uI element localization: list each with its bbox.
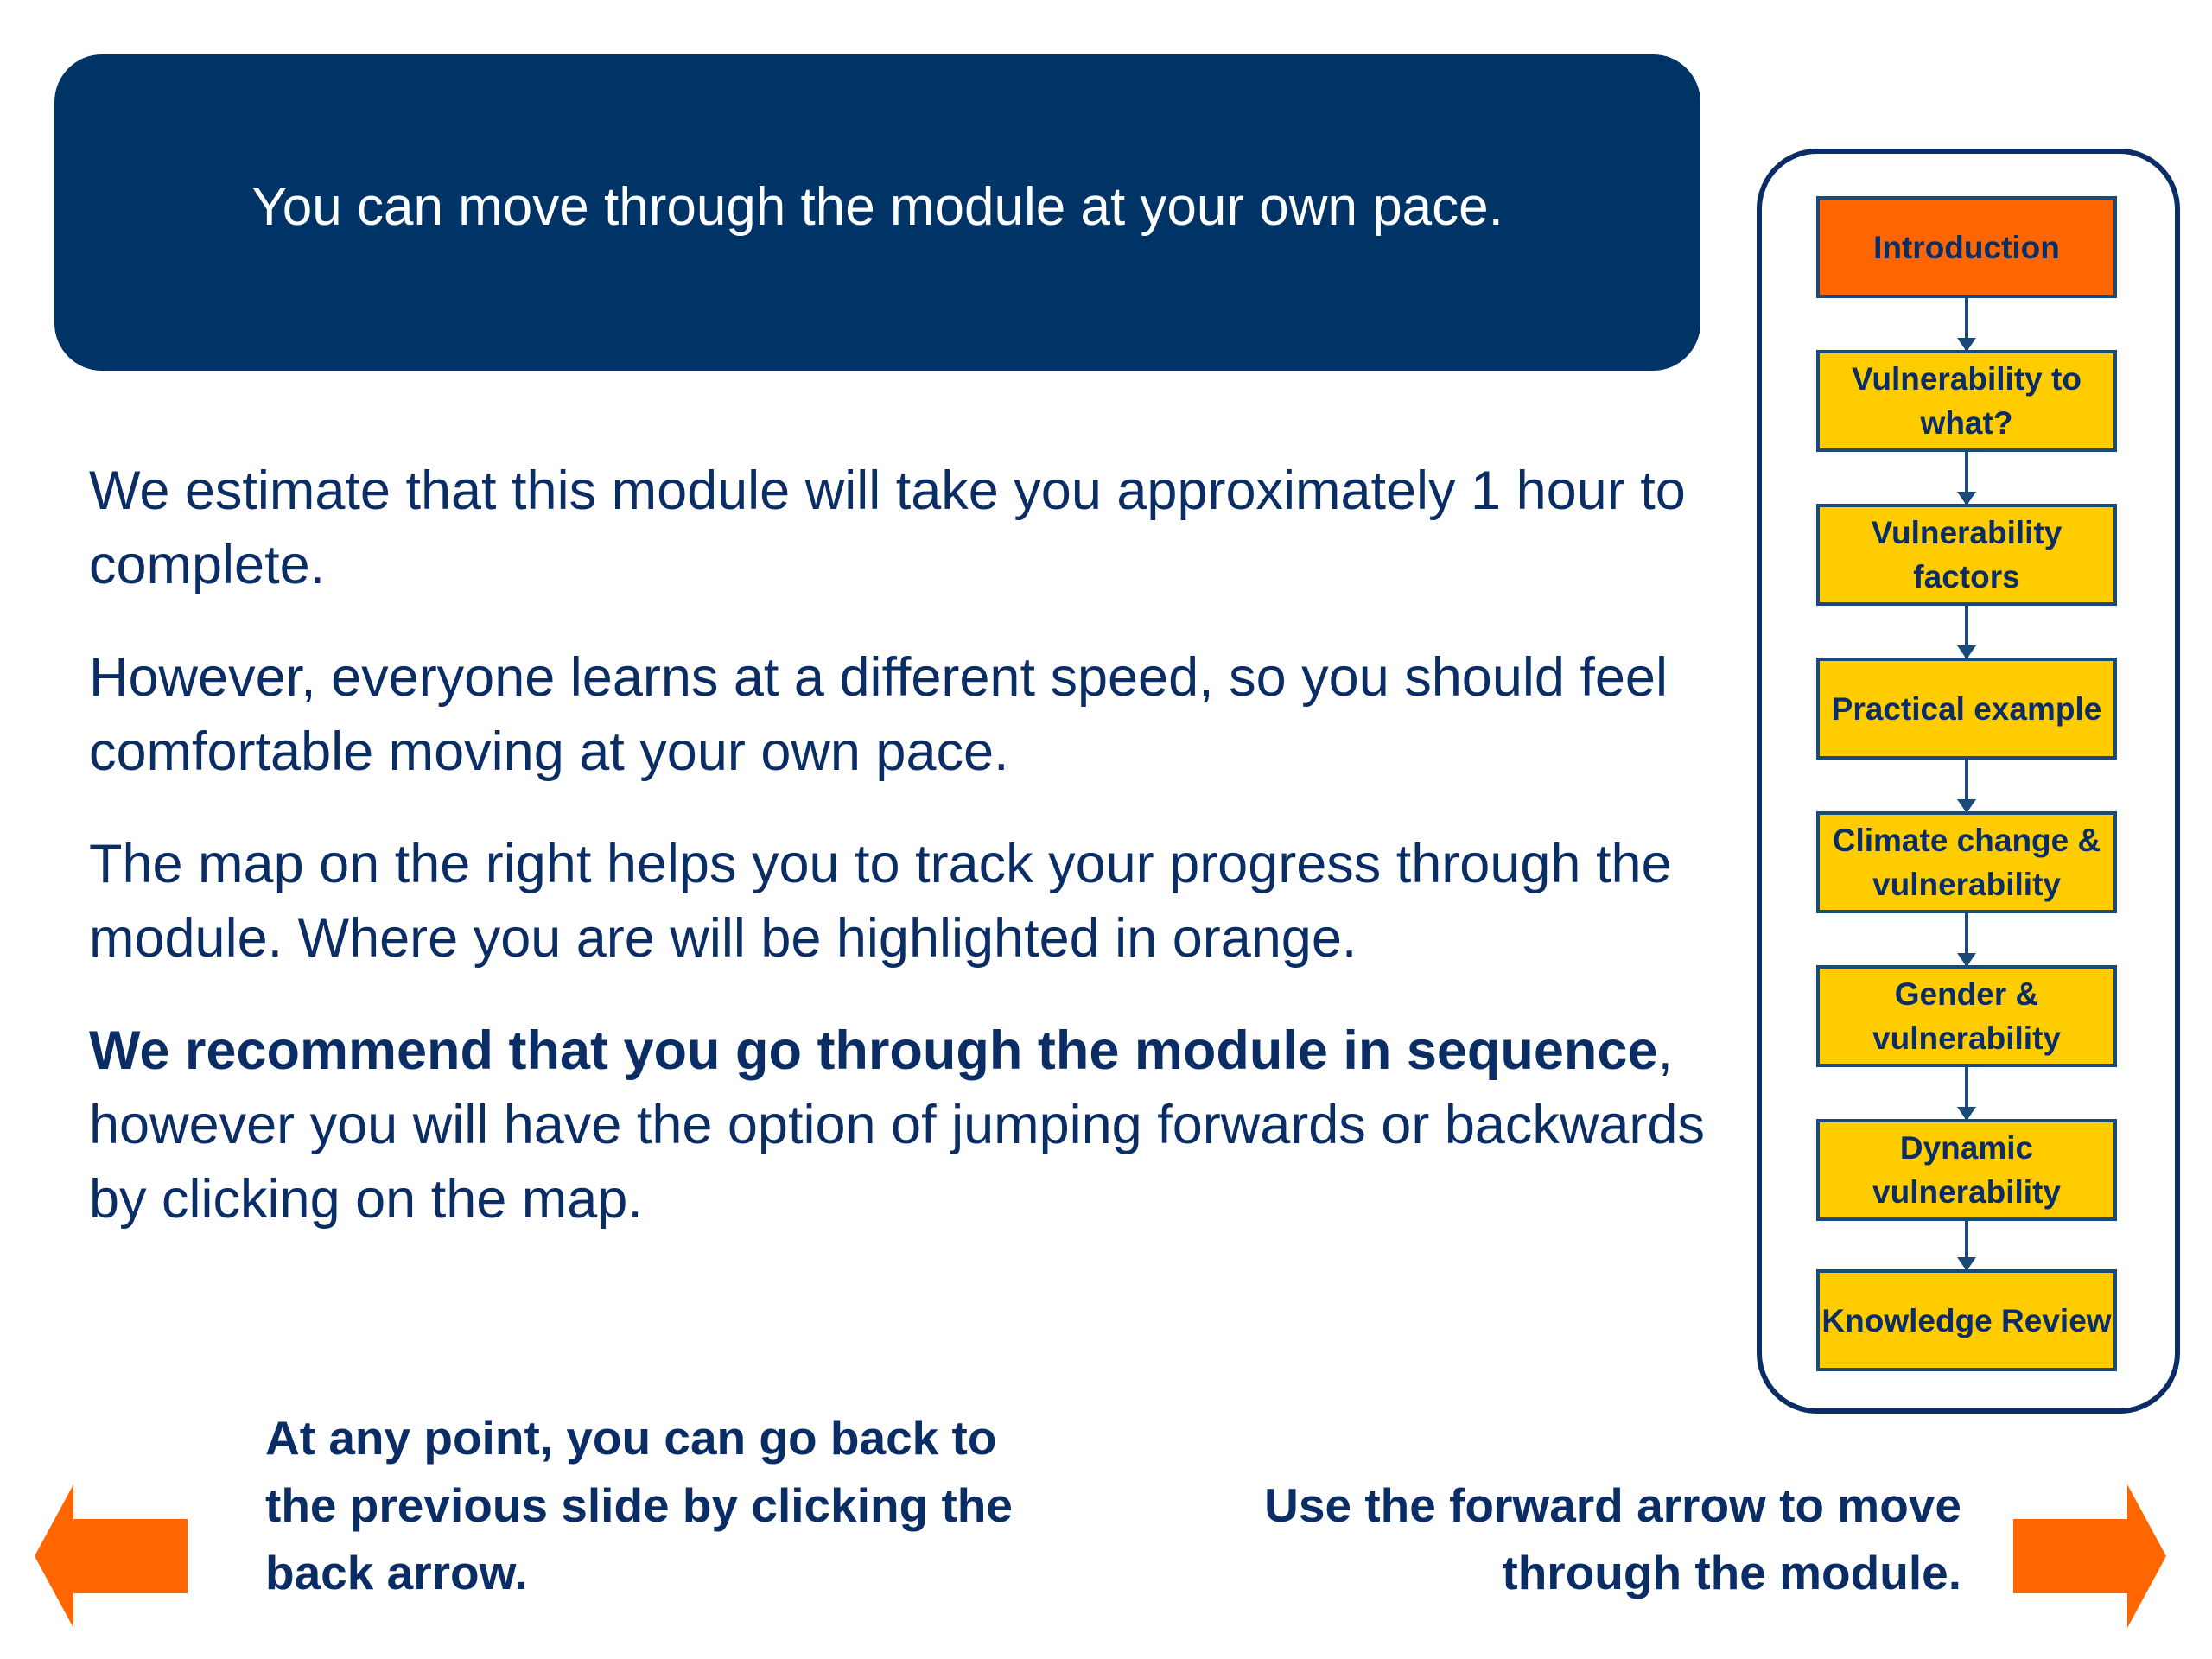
paragraph-duration: We estimate that this module will take you approximately 1 hour to complete. (89, 461, 1686, 595)
forward-arrow-button[interactable] (2013, 1484, 2166, 1628)
map-item-introduction[interactable]: Introduction (1816, 196, 2117, 298)
map-connector-arrow (1965, 1067, 1968, 1119)
map-item-knowledge-review[interactable]: Knowledge Review (1816, 1269, 2117, 1371)
paragraph-pace: However, everyone learns at a different speed, so you should feel comfortable moving at your own pace. (89, 647, 1668, 782)
recommendation-rest: , however you will have the option of jumping forwards or backwards by clicking on the map. (89, 1020, 1705, 1230)
map-item-vulnerability-factors[interactable]: Vulnerability factors (1816, 504, 2117, 606)
right-arrow-icon (2013, 1484, 2166, 1628)
paragraph-recommendation (89, 1014, 1713, 1236)
header-title: You can move through the module at your own pace. (251, 177, 1503, 237)
forward-hint-text: Use the forward arrow to move through the module. (1264, 1478, 1961, 1599)
map-item-dynamic-vulnerability[interactable]: Dynamic vulnerability (1816, 1119, 2117, 1221)
back-hint-text: At any point, you can go back to the previous slide by clicking the back arrow. (265, 1411, 1013, 1599)
map-item-climate-change[interactable]: Climate change & vulnerability (1816, 811, 2117, 913)
map-item-gender[interactable]: Gender & vulnerability (1816, 965, 2117, 1067)
map-connector-arrow (1965, 913, 1968, 965)
map-item-vulnerability-to-what[interactable]: Vulnerability to what? (1816, 350, 2117, 452)
map-connector-arrow (1965, 298, 1968, 350)
body-content (89, 454, 1713, 1274)
map-connector-arrow (1965, 606, 1968, 658)
map-connector-arrow (1965, 760, 1968, 811)
left-arrow-icon (35, 1484, 188, 1628)
back-arrow-button[interactable] (35, 1484, 188, 1628)
recommendation-bold: We recommend that you go through the module in sequence (89, 1020, 1658, 1081)
paragraph-map-info: The map on the right helps you to track your progress through the module. Where you are will be highlighted in orange. (89, 834, 1672, 969)
map-item-practical-example[interactable]: Practical example (1816, 658, 2117, 760)
map-connector-arrow (1965, 452, 1968, 504)
map-connector-arrow (1965, 1221, 1968, 1269)
header-banner (54, 54, 1700, 371)
